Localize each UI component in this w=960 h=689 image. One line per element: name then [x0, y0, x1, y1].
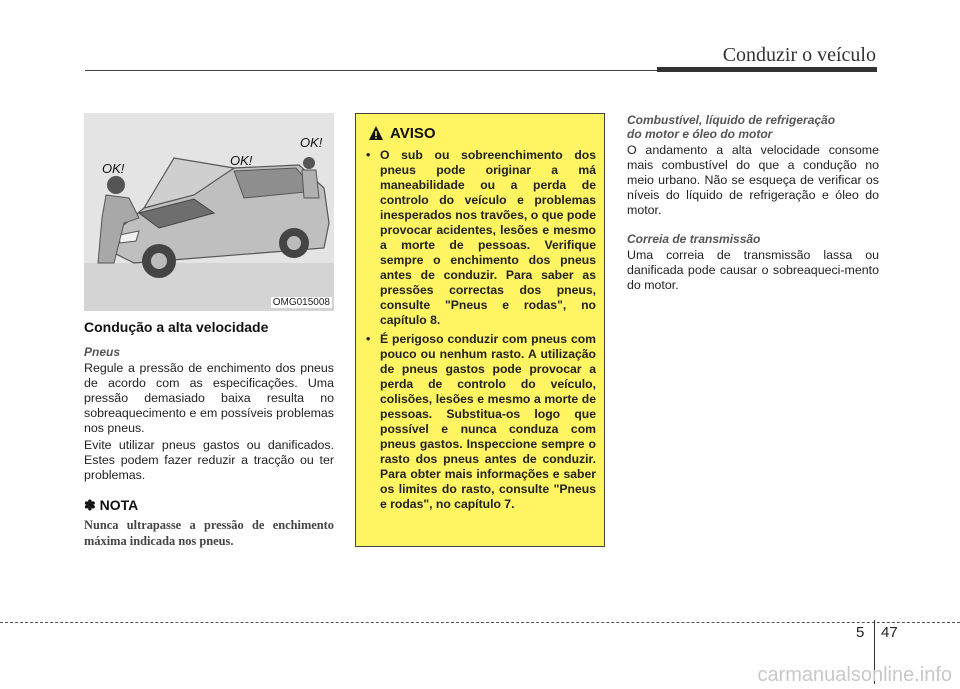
- warning-header: [368, 122, 596, 144]
- warning-box: [355, 113, 605, 547]
- left-column: [84, 113, 334, 549]
- engine-check-illustration: [84, 113, 334, 311]
- paragraph: O andamento a alta velocidade consome mais combustível do que a condução no meio urbano. Não se esqueça de verificar os níveis do líquido de refrigeração e óleo do motor.: [627, 143, 879, 217]
- warning-icon: [368, 125, 384, 141]
- ok-label: OK!: [102, 161, 125, 176]
- car-illustration: [84, 113, 334, 311]
- section-heading: Condução a alta velocidade: [84, 319, 269, 335]
- warning-list: [364, 148, 596, 512]
- subheading-pneus: Pneus: [84, 345, 121, 359]
- footer-rule: [0, 622, 960, 623]
- ok-label: OK!: [230, 153, 253, 168]
- watermark: carmanualsonline.info: [757, 664, 952, 686]
- warning-item: • O sub ou sobreenchimento dos pneus pode originar a má maneabilidade ou a perda de controlo do veículo e problemas inesperados nos travões, o que pode provocar acidentes, lesões e mesmo a morte de pessoas. Verifique sempre o enchimento dos pneus antes de conduzir. Para saber as pressões correctas dos pneus, consulte "Pneus e rodas", no capítulo 8.: [366, 148, 596, 327]
- right-column: [627, 113, 879, 295]
- note-body: Nunca ultrapasse a pressão de enchimento máxima indicada nos pneus.: [84, 518, 334, 548]
- paragraph: Evite utilizar pneus gastos ou danificados. Estes podem fazer reduzir a tracção ou ter problemas.: [84, 438, 334, 482]
- ok-label: OK!: [300, 135, 323, 150]
- subheading-fuel: Combustível, líquido de refrigeração do motor e óleo do motor: [627, 113, 836, 141]
- header-bar: [657, 67, 877, 72]
- image-code: OMG015008: [272, 297, 330, 308]
- paragraph: Uma correia de transmissão lassa ou danificada pode causar o sobreaqueci-mento do motor.: [627, 248, 879, 292]
- page-number: 47: [881, 624, 898, 641]
- chapter-number: 5: [856, 624, 865, 641]
- note-title: ✽ NOTA: [84, 497, 139, 513]
- warning-column: [355, 113, 605, 547]
- paragraph: Regule a pressão de enchimento dos pneus de acordo com as especificações. Uma pressão demasiado baixa resulta no sobreaquecimento e em possíveis problemas nos pneus.: [84, 361, 334, 435]
- warning-item: • É perigoso conduzir com pneus com pouco ou nenhum rasto. A utilização de pneus gastos pode provocar a perda de controlo do veículo, colisões, lesões e mesmo a morte de pessoas. Substitua-os logo que possível e nunca conduza com pneus gastos. Inspeccione sempre o rasto dos pneus antes de conduzir. Para obter mais informações e saber os limites do rasto, consulte "Pneus e rodas", no capítulo 7.: [366, 332, 596, 511]
- header-rule: [85, 70, 657, 71]
- page-header-title: Conduzir o veículo: [722, 44, 876, 66]
- subheading-belt: Correia de transmissão: [627, 232, 761, 246]
- warning-title: AVISO: [390, 124, 436, 142]
